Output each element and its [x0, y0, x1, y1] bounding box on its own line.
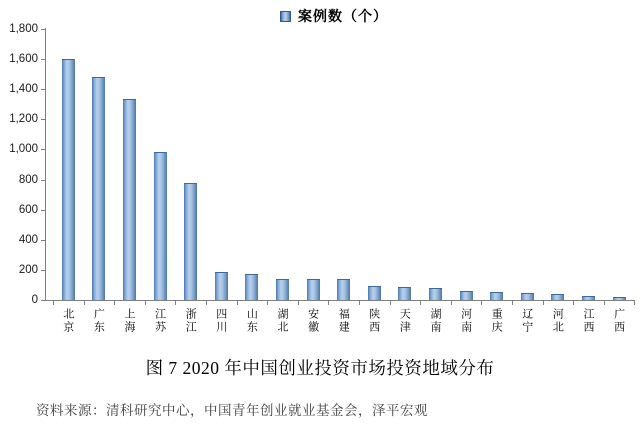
bar-浙江	[184, 183, 197, 300]
y-axis-tick	[41, 240, 45, 241]
y-axis-tick-label: 400	[18, 233, 38, 246]
x-axis-category-label: 湖北	[276, 308, 289, 334]
x-axis-category-label: 陕西	[367, 308, 381, 334]
bar-北京	[62, 59, 75, 300]
y-axis-tick	[41, 29, 45, 30]
y-axis-tick-label: 1,000	[9, 143, 38, 156]
y-axis-tick	[41, 300, 45, 301]
y-axis-tick	[41, 149, 45, 150]
x-axis-tick	[390, 301, 391, 305]
bar-重庆	[490, 292, 503, 300]
bar-天津	[398, 287, 411, 300]
x-axis-category-label: 河南	[459, 308, 473, 334]
figure-caption: 图 7 2020 年中国创业投资市场投资地域分布	[145, 358, 495, 378]
bar-福建	[337, 279, 350, 300]
x-axis-tick	[298, 301, 299, 305]
x-axis-tick	[206, 301, 207, 305]
y-axis-tick-label: 1,200	[9, 113, 38, 126]
x-axis-category-label: 福建	[337, 308, 351, 334]
y-axis-tick	[41, 210, 45, 211]
x-axis-tick	[604, 301, 605, 305]
bar-河南	[460, 291, 473, 300]
x-axis-category-label: 湖南	[429, 308, 442, 334]
x-axis-tick	[543, 301, 544, 305]
y-axis-tick	[41, 270, 45, 271]
x-axis-category-label: 广西	[612, 308, 626, 334]
y-axis-line	[45, 28, 46, 301]
x-axis-tick	[53, 301, 54, 305]
x-axis-tick	[573, 301, 574, 305]
x-axis-tick	[267, 301, 268, 305]
bar-辽宁	[521, 293, 534, 300]
bar-山东	[245, 274, 258, 300]
x-axis-category-label: 广东	[92, 308, 106, 334]
x-axis-tick	[84, 301, 85, 305]
x-axis-category-label: 北京	[61, 308, 75, 334]
bar-湖南	[429, 288, 442, 300]
y-axis-tick-label: 0	[31, 294, 38, 306]
x-axis-category-label: 重庆	[490, 308, 504, 334]
bar-河北	[551, 294, 564, 300]
x-axis-category-label: 上海	[123, 308, 136, 334]
x-axis-category-label: 山东	[245, 308, 259, 334]
bar-广东	[92, 77, 105, 300]
x-axis-category-label: 河北	[551, 308, 565, 334]
y-axis-tick-label: 1,800	[9, 23, 38, 35]
x-axis-tick	[328, 301, 329, 305]
bar-陕西	[368, 286, 381, 300]
bar-安徽	[307, 279, 320, 300]
y-axis-tick	[41, 119, 45, 120]
source-note: 资料来源：清科研究中心，中国青年创业就业基金会，泽平宏观	[36, 403, 428, 419]
x-axis-category-label: 安徽	[306, 308, 320, 334]
x-axis-category-label: 天津	[398, 308, 412, 334]
x-axis-tick	[175, 301, 176, 305]
y-axis-tick-label: 600	[18, 203, 38, 216]
x-axis-category-label: 江苏	[153, 308, 167, 334]
x-axis-category-label: 辽宁	[520, 308, 534, 334]
x-axis-tick	[237, 301, 238, 305]
legend-label: 案例数（个）	[298, 9, 388, 25]
bar-江苏	[154, 152, 167, 300]
y-axis-tick-label: 1,400	[9, 83, 38, 96]
x-axis-line	[45, 300, 635, 301]
y-axis-tick	[41, 89, 45, 90]
y-axis-tick-label: 800	[18, 173, 38, 186]
y-axis-tick-label: 200	[18, 263, 38, 276]
x-axis-tick	[481, 301, 482, 305]
x-axis-category-label: 浙江	[184, 308, 198, 334]
x-axis-tick	[145, 301, 146, 305]
x-axis-tick	[359, 301, 360, 305]
y-axis-tick-label: 1,600	[9, 53, 38, 66]
x-axis-category-label: 四川	[214, 308, 228, 334]
bar-上海	[123, 99, 136, 300]
x-axis-tick	[420, 301, 421, 305]
bar-湖北	[276, 279, 289, 300]
x-axis-tick	[451, 301, 452, 305]
x-axis-tick	[512, 301, 513, 305]
y-axis-tick	[41, 59, 45, 60]
bar-广西	[613, 297, 626, 300]
x-axis-category-label: 江西	[582, 308, 595, 334]
bar-江西	[582, 296, 595, 300]
x-axis-tick	[114, 301, 115, 305]
bar-四川	[215, 272, 228, 300]
x-axis-tick	[634, 301, 635, 305]
y-axis-tick	[41, 180, 45, 181]
